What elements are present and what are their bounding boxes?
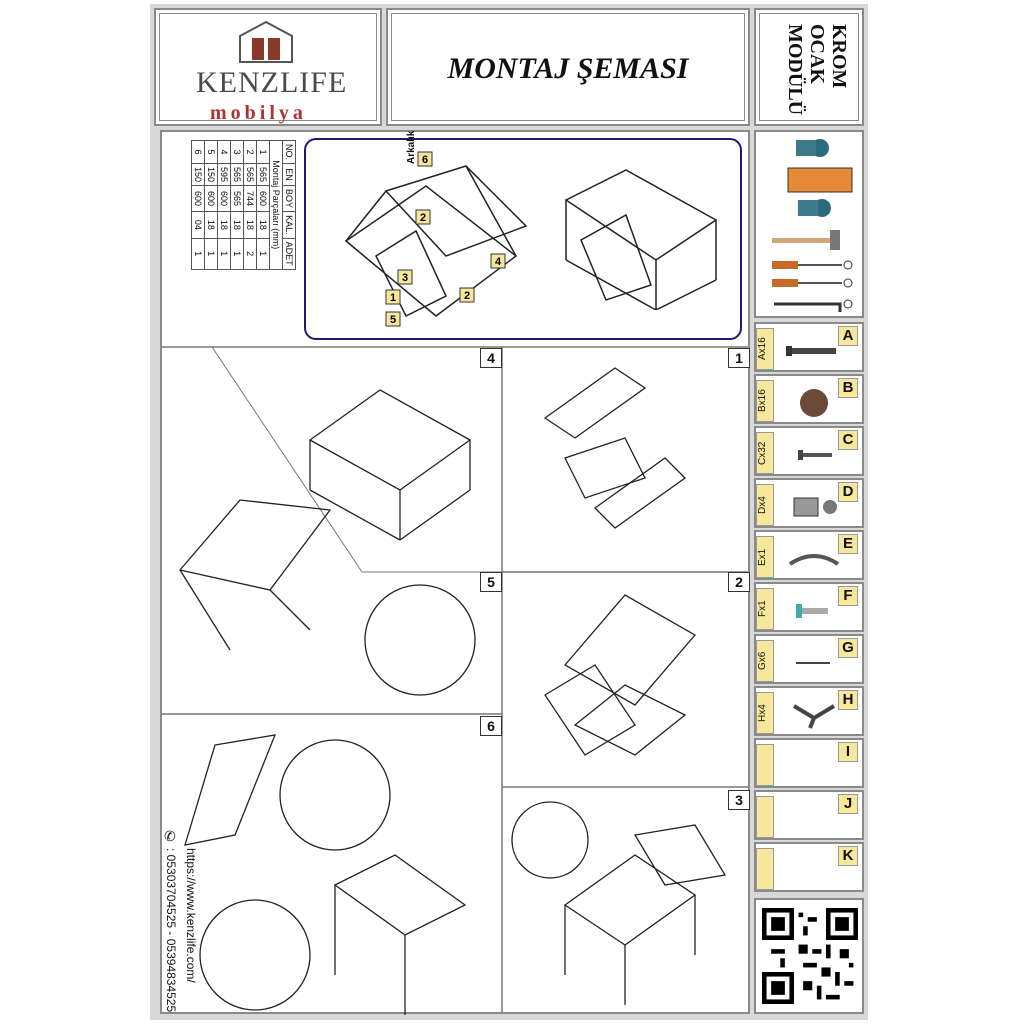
table-cell: 595 (218, 164, 231, 186)
svg-text:6: 6 (422, 154, 429, 166)
hardware-item-k (754, 842, 864, 892)
hardware-code: Hx4 (756, 692, 774, 734)
table-cell: 18 (231, 212, 244, 239)
step-number-1: 1 (728, 348, 750, 368)
hardware-e-icon (784, 544, 844, 574)
table-cell: 5 (205, 141, 218, 164)
parts-header-no: NO. (283, 141, 296, 164)
table-cell: 600 (257, 186, 270, 212)
hardware-letter: B (838, 378, 858, 398)
step-6-drawing (165, 725, 495, 1015)
hardware-item-a (754, 322, 864, 372)
qr-code-image (762, 908, 858, 1004)
cabinet-exploded-drawing (326, 146, 546, 336)
table-cell: 04 (192, 212, 205, 239)
step-number-4: 4 (480, 348, 502, 368)
hardware-letter: H (838, 690, 858, 710)
table-cell: 565 (231, 186, 244, 212)
hardware-b-icon (784, 388, 844, 418)
table-cell: 18 (218, 212, 231, 239)
hardware-item-c (754, 426, 864, 476)
step-1-drawing (505, 348, 725, 558)
table-cell: 3 (231, 141, 244, 164)
module-title (784, 24, 850, 115)
step-number-3: 3 (728, 790, 750, 810)
phone-icon: ✆ (164, 828, 176, 844)
parts-header-en: EN (283, 164, 296, 186)
hardware-a-icon (784, 336, 844, 366)
table-cell: 1 (218, 238, 231, 269)
table-cell: 1 (192, 238, 205, 269)
cabinet-assembled-drawing (556, 160, 726, 310)
svg-text:5: 5 (390, 314, 397, 326)
table-cell: 6 (192, 141, 205, 164)
table-cell: 18 (205, 212, 218, 239)
qr-code (754, 898, 864, 1014)
hardware-c-icon (784, 440, 844, 470)
hardware-i-icon (784, 752, 844, 782)
hardware-item-f (754, 582, 864, 632)
step-2-drawing (515, 585, 735, 785)
hardware-code: Ex1 (756, 536, 774, 578)
step-number-2: 2 (728, 572, 750, 592)
table-cell: 565 (244, 164, 257, 186)
hardware-letter: I (838, 742, 858, 762)
hardware-letter: E (838, 534, 858, 554)
svg-text:1: 1 (390, 292, 397, 304)
parts-header-boy: BOY (283, 186, 296, 212)
logo-panel (154, 8, 382, 126)
hardware-letter: K (838, 846, 858, 866)
table-cell: 565 (231, 164, 244, 186)
title-panel (386, 8, 750, 126)
table-cell: 1 (257, 238, 270, 269)
parts-table (178, 140, 296, 338)
hardware-letter: C (838, 430, 858, 450)
module-panel (754, 8, 864, 126)
table-cell: 1 (231, 238, 244, 269)
hardware-letter: J (838, 794, 858, 814)
hardware-item-j (754, 790, 864, 840)
hardware-item-e (754, 530, 864, 580)
module-title-line2: OCAK (806, 24, 828, 84)
page-title: MONTAJ ŞEMASI (447, 52, 689, 85)
hardware-code: Dx4 (756, 484, 774, 526)
svg-text:4: 4 (495, 256, 502, 268)
screwdriver-cross-icon (770, 276, 854, 290)
hardware-code (756, 848, 774, 890)
hardware-item-i (754, 738, 864, 788)
step-3-drawing (505, 795, 735, 1015)
contact-website: https://www.kenzlife.com/ (184, 848, 198, 983)
step-number-6: 6 (480, 716, 502, 736)
table-cell: 744 (244, 186, 257, 212)
module-title-line1: KROM (828, 24, 850, 89)
parts-header-adet: ADET (283, 238, 296, 269)
hardware-h-icon (784, 700, 844, 730)
hardware-code: Cx32 (756, 432, 774, 474)
hardware-item-d (754, 478, 864, 528)
step-5-drawing (170, 490, 480, 700)
svg-text:2: 2 (464, 290, 471, 302)
table-cell: 4 (218, 141, 231, 164)
step-number-5: 5 (480, 572, 502, 592)
table-cell: 2 (244, 238, 257, 269)
hardware-item-g (754, 634, 864, 684)
contact-phones: : 05303704525 - 05394834525 (164, 848, 178, 1013)
table-cell: 18 (257, 212, 270, 239)
svg-text:3: 3 (402, 272, 409, 284)
module-title-line3: MODÜLÜ (784, 24, 806, 116)
screwdriver-flat-icon (770, 258, 854, 272)
table-cell: 565 (257, 164, 270, 186)
hardware-code: Gx6 (756, 640, 774, 682)
table-cell: 2 (244, 141, 257, 164)
logo-emblem (236, 20, 296, 64)
hardware-letter: G (838, 638, 858, 658)
hardware-letter: D (838, 482, 858, 502)
hammer-icon (770, 228, 850, 252)
hardware-j-icon (784, 804, 844, 834)
hardware-f-icon (784, 596, 844, 626)
hardware-letter: A (838, 326, 858, 346)
tools-panel (754, 130, 864, 318)
table-cell: 18 (244, 212, 257, 239)
hardware-code: Bx16 (756, 380, 774, 422)
hardware-code (756, 796, 774, 838)
table-cell: 600 (218, 186, 231, 212)
table-cell: 1 (257, 141, 270, 164)
brand-name: KENZLIFE (196, 66, 348, 99)
hardware-d-icon (784, 492, 844, 522)
hardware-k-icon (784, 856, 844, 886)
overview-back-label: Arkalık (406, 130, 417, 164)
table-cell: 1 (205, 238, 218, 269)
hardware-g-icon (784, 648, 844, 678)
parts-caption: Montaj Parçaları (mm) (270, 141, 283, 270)
table-cell: 600 (192, 186, 205, 212)
hardware-item-b (754, 374, 864, 424)
table-cell: 150 (205, 164, 218, 186)
allen-key-icon (770, 294, 854, 314)
workers-icon (780, 134, 864, 224)
table-cell: 600 (205, 186, 218, 212)
overview-box (304, 130, 742, 340)
brand-subtitle: mobilya (210, 102, 307, 124)
hardware-code: Ax16 (756, 328, 774, 370)
parts-header-kal: KAL. (283, 212, 296, 239)
hardware-code: Fx1 (756, 588, 774, 630)
hardware-code (756, 744, 774, 786)
hardware-item-h (754, 686, 864, 736)
table-cell: 150 (192, 164, 205, 186)
hardware-letter: F (838, 586, 858, 606)
svg-text:2: 2 (420, 212, 427, 224)
